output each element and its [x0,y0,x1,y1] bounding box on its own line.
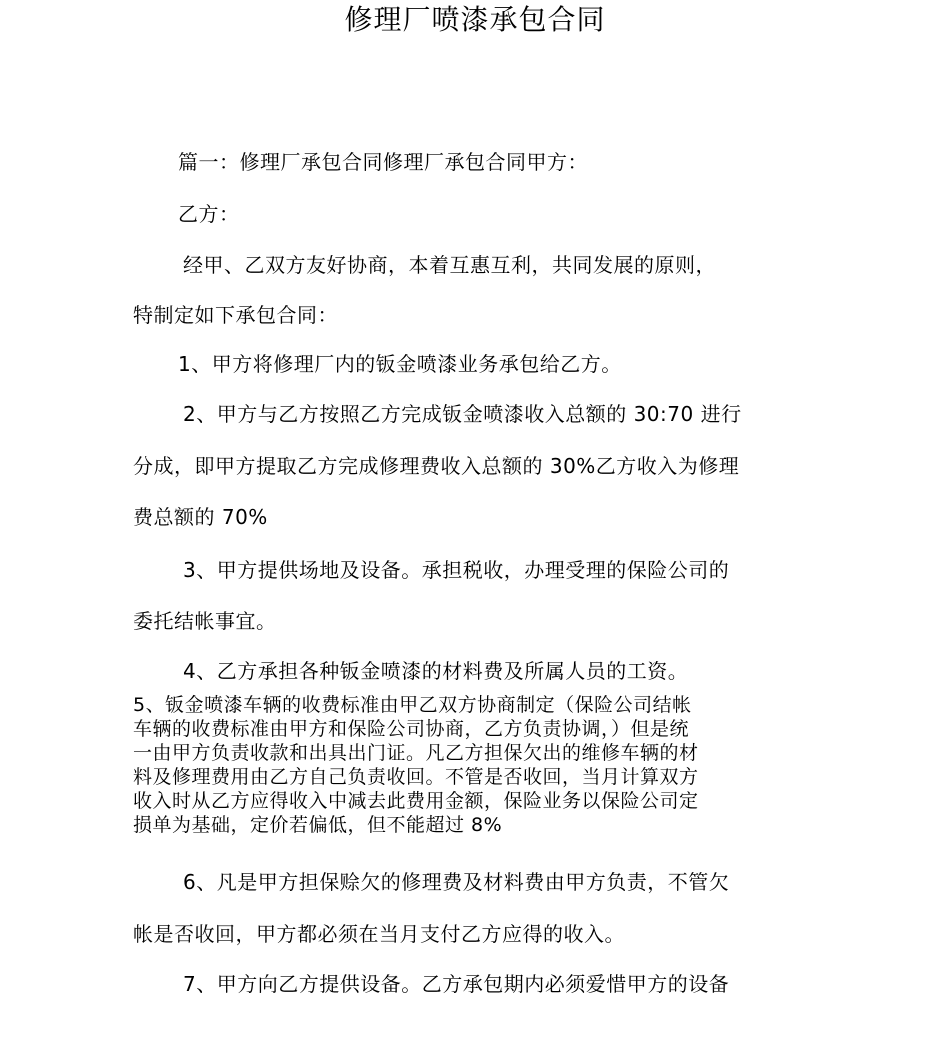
text-line: 经甲、乙双方友好协商，本着互惠互利，共同发展的原则， [183,253,716,277]
text-line: 7、甲方向乙方提供设备。乙方承包期内必须爱惜甲方的设备 [183,972,730,996]
text-line: 费总额的 70% [133,505,268,529]
text-line: 1、甲方将修理厂内的钣金喷漆业务承包给乙方。 [178,352,622,376]
text-line: 收入时从乙方应得收入中减去此费用金额，保险业务以保险公司定 [133,790,699,812]
text-line: 篇一：修理厂承包合同修理厂承包合同甲方： [178,150,588,174]
document-title: 修理厂喷漆承包合同 [344,3,606,36]
text-line: 2、甲方与乙方按照乙方完成钣金喷漆收入总额的 30:70 进行 [183,402,742,426]
text-line: 一由甲方负责收款和出具出门证。凡乙方担保欠出的维修车辆的材 [133,742,699,764]
text-line: 4、乙方承担各种钣金喷漆的材料费及所属人员的工资。 [183,659,689,683]
text-line: 3、甲方提供场地及设备。承担税收，办理受理的保险公司的 [183,558,730,582]
text-line: 料及修理费用由乙方自己负责收回。不管是否收回，当月计算双方 [133,766,699,788]
text-line: 帐是否收回，甲方都必须在当月支付乙方应得的收入。 [133,922,625,946]
text-line: 6、凡是甲方担保赊欠的修理费及材料费由甲方负责，不管欠 [183,870,730,894]
text-line: 委托结帐事宜。 [133,609,277,633]
text-line: 乙方： [178,202,240,226]
text-line: 分成，即甲方提取乙方完成修理费收入总额的 30%乙方收入为修理 [133,454,740,478]
text-line: 5、钣金喷漆车辆的收费标准由甲乙双方协商制定（保险公司结帐 [133,694,692,716]
text-line: 损单为基础，定价若偏低，但不能超过 8% [133,814,503,836]
text-line: 车辆的收费标准由甲方和保险公司协商，乙方负责协调，）但是统 [133,718,690,740]
text-line: 特制定如下承包合同： [133,303,338,327]
